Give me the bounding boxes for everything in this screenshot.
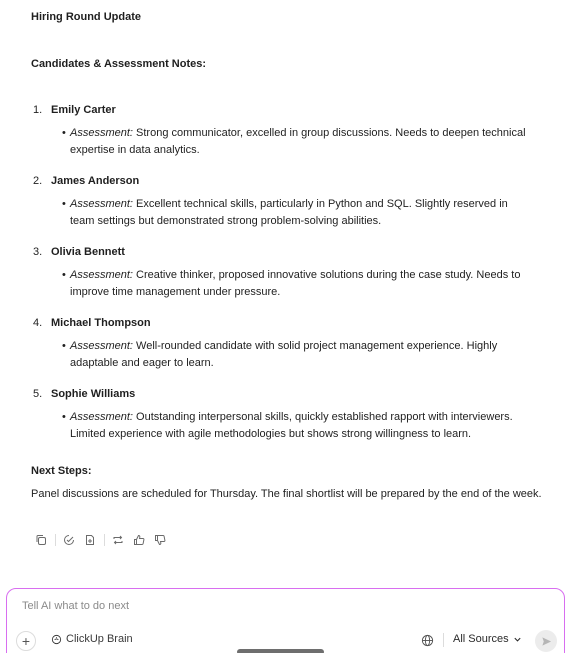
divider bbox=[443, 633, 444, 647]
divider bbox=[104, 534, 105, 546]
assessment-text: Well-rounded candidate with solid project management experience. Highly adaptable and eager to learn. bbox=[70, 340, 498, 369]
add-button[interactable] bbox=[16, 631, 36, 651]
globe-icon[interactable] bbox=[421, 634, 434, 647]
message-title: Hiring Round Update bbox=[31, 11, 141, 23]
divider bbox=[55, 534, 56, 546]
assessment-bullet: • Assessment: Excellent technical skills, particularly in Python and SQL. Slightly reserved in team settings but demonstrated strong problem-solving abilities. bbox=[62, 198, 508, 227]
candidate-name: Michael Thompson bbox=[51, 317, 151, 329]
assessment-text: Creative thinker, proposed innovative solutions during the case study. Needs to improve time management under pressure. bbox=[70, 269, 521, 298]
candidate-item bbox=[31, 244, 551, 301]
plus-icon: + bbox=[21, 633, 31, 649]
assessment-label: Assessment: bbox=[70, 127, 133, 139]
assessment-text: Outstanding interpersonal skills, quickly established rapport with interviewers. Limited experience with agile methodologies but shows strong willingness to learn. bbox=[70, 411, 513, 440]
assessment-text: Excellent technical skills, particularly in Python and SQL. Slightly reserved in team settings but demonstrated strong problem-solving abilities. bbox=[70, 198, 508, 227]
message-actions bbox=[33, 532, 173, 548]
add-doc-icon[interactable] bbox=[82, 532, 98, 548]
assessment-label: Assessment: bbox=[70, 269, 133, 281]
sources-label: All Sources bbox=[453, 633, 509, 645]
chevron-down-icon bbox=[513, 635, 522, 644]
next-steps-heading: Next Steps: bbox=[31, 465, 92, 477]
copy-icon[interactable] bbox=[33, 532, 49, 548]
assessment-bullet: • Assessment: Outstanding interpersonal skills, quickly established rapport with interviewers. Limited experience with agile methodologies but shows strong willingness to learn. bbox=[62, 411, 513, 440]
thumbs-up-icon[interactable] bbox=[131, 532, 147, 548]
candidate-item bbox=[31, 315, 551, 372]
assessment-label: Assessment: bbox=[70, 198, 133, 210]
regenerate-icon[interactable] bbox=[110, 532, 126, 548]
send-icon bbox=[541, 636, 552, 647]
candidate-name: Sophie Williams bbox=[51, 388, 136, 400]
list-number: 5. bbox=[33, 388, 43, 400]
thumbs-down-icon[interactable] bbox=[152, 532, 168, 548]
list-number: 3. bbox=[33, 246, 43, 258]
assessment-bullet: • Assessment: Well-rounded candidate with solid project management experience. Highly adaptable and eager to learn. bbox=[62, 340, 498, 369]
check-edit-icon[interactable] bbox=[61, 532, 77, 548]
assessment-bullet: • Assessment: Creative thinker, proposed innovative solutions during the case study. Needs to improve time management under pressure. bbox=[62, 269, 521, 298]
candidate-list bbox=[31, 102, 551, 457]
send-button[interactable] bbox=[535, 630, 557, 652]
home-indicator bbox=[237, 649, 324, 653]
assessment-bullet: • Assessment: Strong communicator, excelled in group discussions. Needs to deepen technical expertise in data analytics. bbox=[62, 127, 526, 156]
candidate-item bbox=[31, 102, 551, 159]
prompt-input[interactable]: Tell AI what to do next bbox=[22, 600, 130, 612]
clickup-brain-selector[interactable] bbox=[51, 633, 133, 645]
candidate-name: Olivia Bennett bbox=[51, 246, 125, 258]
sources-dropdown[interactable] bbox=[453, 633, 522, 645]
prompt-composer[interactable] bbox=[6, 588, 565, 653]
brain-label: ClickUp Brain bbox=[66, 633, 133, 645]
candidate-item bbox=[31, 386, 551, 443]
section-heading: Candidates & Assessment Notes: bbox=[31, 58, 207, 70]
candidate-item bbox=[31, 173, 551, 230]
candidate-name: Emily Carter bbox=[51, 104, 116, 116]
list-number: 2. bbox=[33, 175, 43, 187]
assessment-label: Assessment: bbox=[70, 411, 133, 423]
assessment-label: Assessment: bbox=[70, 340, 133, 352]
assessment-text: Strong communicator, excelled in group discussions. Needs to deepen technical expertise in data analytics. bbox=[70, 127, 526, 156]
brain-icon bbox=[51, 634, 62, 645]
list-number: 4. bbox=[33, 317, 43, 329]
next-steps-text: Panel discussions are scheduled for Thursday. The final shortlist will be prepared by the end of the week. bbox=[31, 488, 542, 500]
list-number: 1. bbox=[33, 104, 43, 116]
candidate-name: James Anderson bbox=[51, 175, 140, 187]
